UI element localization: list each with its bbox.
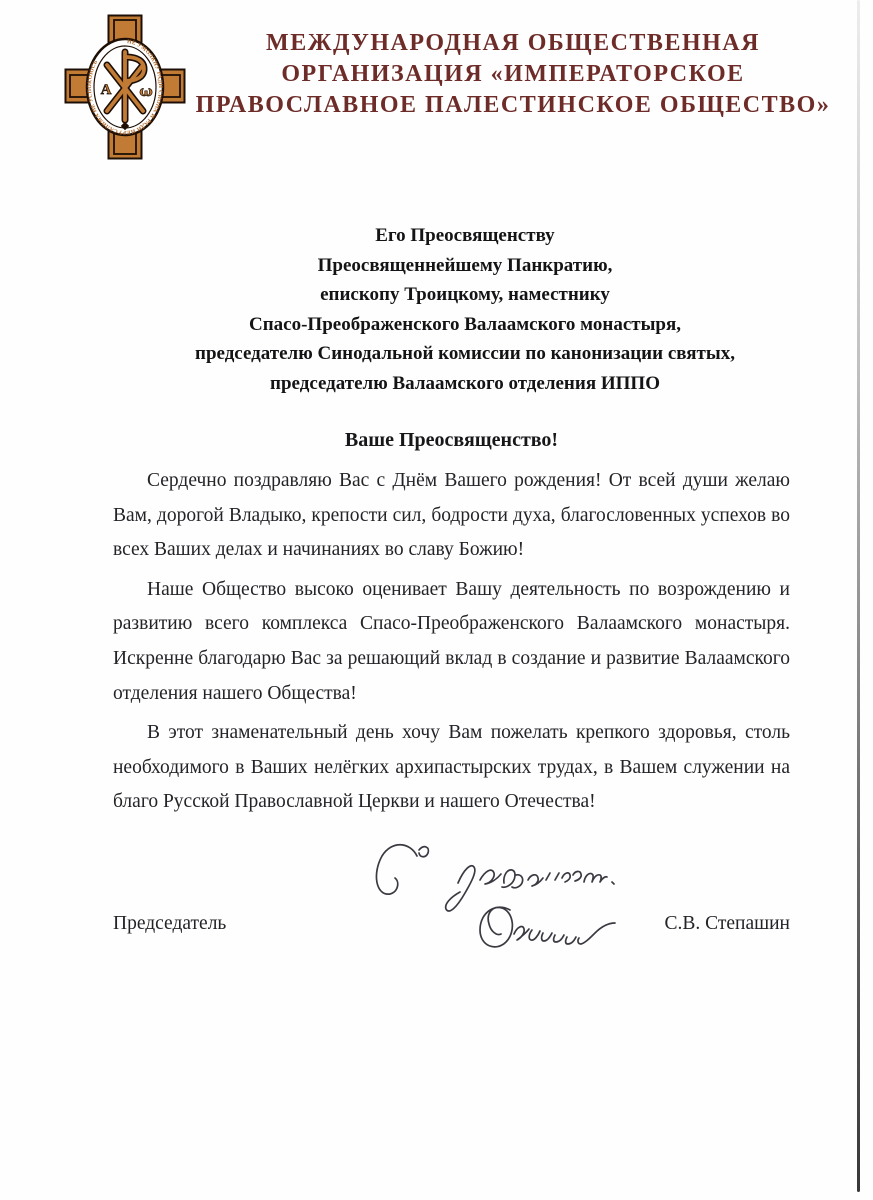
body-paragraph: Сердечно поздравляю Вас с Днём Вашего рождения! От всей души желаю Вам, дорогой Владыко, крепости сил, бодрости духа, благословенных успехов во всех Ваших делах и начинаниях во славу Божию! (113, 470, 790, 561)
recipient-line: Спасо-Преображенского Валаамского монастыря, (248, 313, 682, 335)
scan-edge-artifact (857, 0, 860, 1192)
recipient-line: епископу Троицкому, наместнику (320, 284, 610, 306)
handwritten-closing-and-signature (362, 838, 642, 958)
signer-name: С.В. Степашин (664, 913, 790, 934)
alpha-letter: А (100, 82, 112, 98)
org-name-line: МЕЖДУНАРОДНАЯ ОБЩЕСТВЕННАЯ (266, 30, 760, 56)
handwritten-closing-word (446, 866, 475, 911)
org-name-line: ПРАВОСЛАВНОЕ ПАЛЕСТИНСКОЕ ОБЩЕСТВО» (195, 92, 831, 118)
recipient-block (120, 221, 810, 399)
organization-name (186, 28, 840, 121)
omega-letter: ω (139, 84, 153, 100)
body-paragraph: Наше Общество высоко оценивает Вашу деятельность по возрождению и развитию всего комплекса Спасо-Преображенского Валаамского монастыря. Искренне благодарю Вас за решающий вклад в создание и развитие Валаамского отделения нашего Общества! (113, 578, 790, 704)
recipient-line: Преосвященнейшему Панкратию, (317, 254, 613, 276)
body-paragraph: В этот знаменательный день хочу Вам пожелать крепкого здоровья, столь необходимого в Ваших нелёгких архипастырских трудах, в Вашем служении на благо Русской Православной Церкви и нашего Отечества! (113, 722, 790, 813)
ippo-emblem-icon (64, 14, 186, 160)
recipient-line: председателю Валаамского отделения ИППО (270, 372, 660, 394)
letter-body (113, 464, 790, 825)
salutation: Ваше Преосвященство! (344, 429, 559, 451)
signature-row (113, 913, 790, 935)
emblem-motto-ring-text: НЕ УМОЛКНУ РАДИ СИОНА И РАДИ ИЕРУСАЛИМА НЕ УСПОКОЮСЬ (86, 39, 164, 136)
signer-title: Председатель (113, 913, 227, 934)
handwritten-c (376, 845, 417, 894)
recipient-line: Его Преосвященству (375, 225, 555, 246)
recipient-line: председателю Синодальной комиссии по канонизации святых, (195, 343, 735, 365)
org-name-line: ОРГАНИЗАЦИЯ «ИМПЕРАТОРСКОЕ (281, 61, 745, 87)
